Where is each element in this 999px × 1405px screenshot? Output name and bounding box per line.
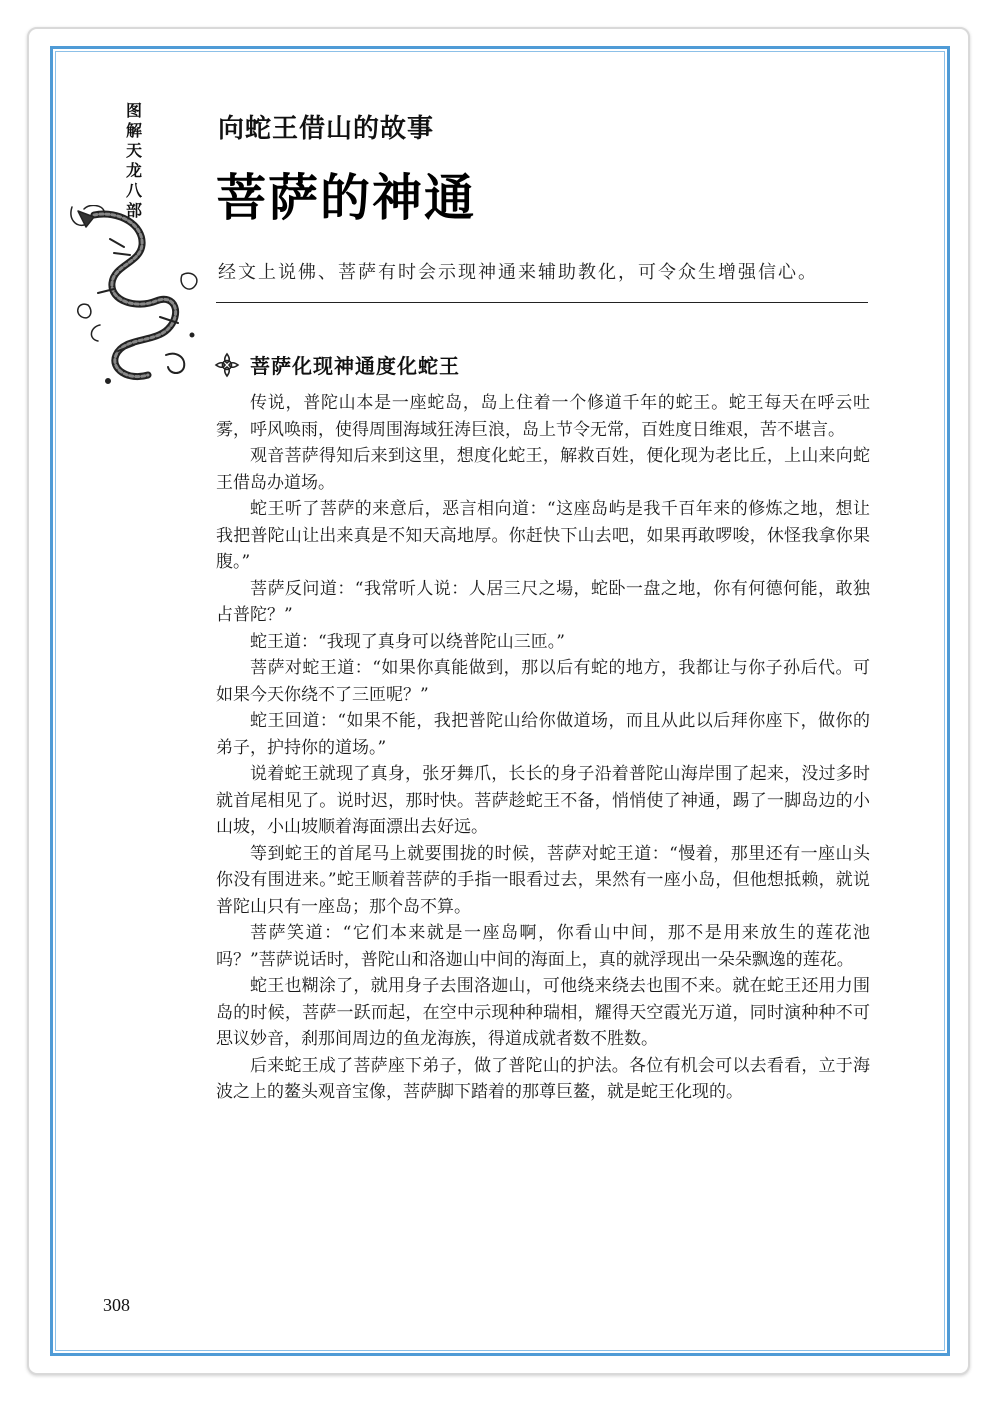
- body-paragraph: 蛇王道：“我现了真身可以绕普陀山三匝。”: [250, 631, 565, 652]
- body-paragraph: 传说，普陀山本是一座蛇岛，岛上住着一个修道千年的蛇王。蛇王每天在呼云吐雾，呼风唤雨，使得周围海域狂涛巨浪，岛上节令无常，百姓度日维艰，苦不堪言。: [216, 393, 870, 440]
- section-title: 菩萨化现神通度化蛇王: [250, 354, 460, 378]
- body-paragraph: 说着蛇王就现了真身，张牙舞爪，长长的身子沿着普陀山海岸围了起来，没过多时就首尾相见了。说时迟，那时快。菩萨趁蛇王不备，悄悄使了神通，踢了一脚岛边的小山坡，小山坡顺着海面漂出去好远。: [216, 764, 870, 837]
- side-book-title: [121, 101, 147, 221]
- lotus-flower-icon: [214, 352, 240, 378]
- body-paragraph: 菩萨反问道：“我常听人说：人居三尺之場，蛇卧一盘之地，你有何德何能，敢独占普陀？”: [216, 578, 870, 625]
- body-paragraph: 等到蛇王的首尾马上就要围拢的时候，菩萨对蛇王道：“慢着，那里还有一座山头你没有围进来。”蛇王顺着菩萨的手指一眼看过去，果然有一座小岛，但他想抵赖，就说普陀山只有一座岛；那个岛不算。: [216, 843, 870, 917]
- side-title-char: 龙: [125, 161, 142, 180]
- body-paragraph: 后来蛇王成了菩萨座下弟子，做了普陀山的护法。各位有机会可以去看看，立于海波之上的鳌头观音宝像，菩萨脚下踏着的那尊巨鳌，就是蛇王化现的。: [216, 1055, 870, 1102]
- side-title-char: 图: [125, 101, 142, 120]
- body-paragraph: 蛇王听了菩萨的来意后，恶言相向道：“这座岛屿是我千百年来的修炼之地，想让我把普陀山让出来真是不知天高地厚。你赶快下山去吧，如果再敢啰唆，休怪我拿你果腹。”: [216, 499, 870, 572]
- body-paragraph: 蛇王回道：“如果不能，我把普陀山给你做道场，而且从此以后拜你座下，做你的弟子，护持你的道场。”: [216, 711, 870, 758]
- article-subtitle: 向蛇王借山的故事: [218, 114, 435, 144]
- article-body: [216, 390, 870, 1106]
- side-title-char: 天: [125, 141, 142, 160]
- section-heading: [214, 350, 460, 379]
- body-paragraph: 菩萨对蛇王道：“如果你真能做到，那以后有蛇的地方，我都让与你子孙后代。可如果今天你绕不了三匝呢？”: [216, 658, 870, 705]
- body-paragraph: 蛇王也糊涂了，就用身子去围洛迦山，可他绕来绕去也围不来。就在蛇王还用力围岛的时候，菩萨一跃而起，在空中示现种种瑞相，耀得天空霞光万道，同时演种种不可思议妙音，刹那间周边的鱼龙海族，得道成就者数不胜数。: [216, 976, 870, 1049]
- dragon-illustration: [64, 205, 214, 385]
- page-number: 308: [103, 1295, 130, 1315]
- body-paragraph: 菩萨笑道：“它们本来就是一座岛啊，你看山中间，那不是用来放生的莲花池吗？”菩萨说话时，普陀山和洛迦山中间的海面上，真的就浮现出一朵朵飘逸的莲花。: [216, 923, 870, 970]
- article-title: 菩萨的神通: [216, 169, 476, 227]
- side-title-char: 八: [125, 181, 142, 200]
- article-intro: 经文上说佛、菩萨有时会示现神通来辅助教化，可令众生增强信心。: [218, 262, 818, 283]
- side-title-char: 解: [125, 121, 142, 140]
- side-title-char: 部: [125, 201, 142, 220]
- body-paragraph: 观音菩萨得知后来到这里，想度化蛇王，解救百姓，便化现为老比丘，上山来向蛇王借岛办道场。: [216, 446, 870, 493]
- header-divider: [216, 302, 868, 303]
